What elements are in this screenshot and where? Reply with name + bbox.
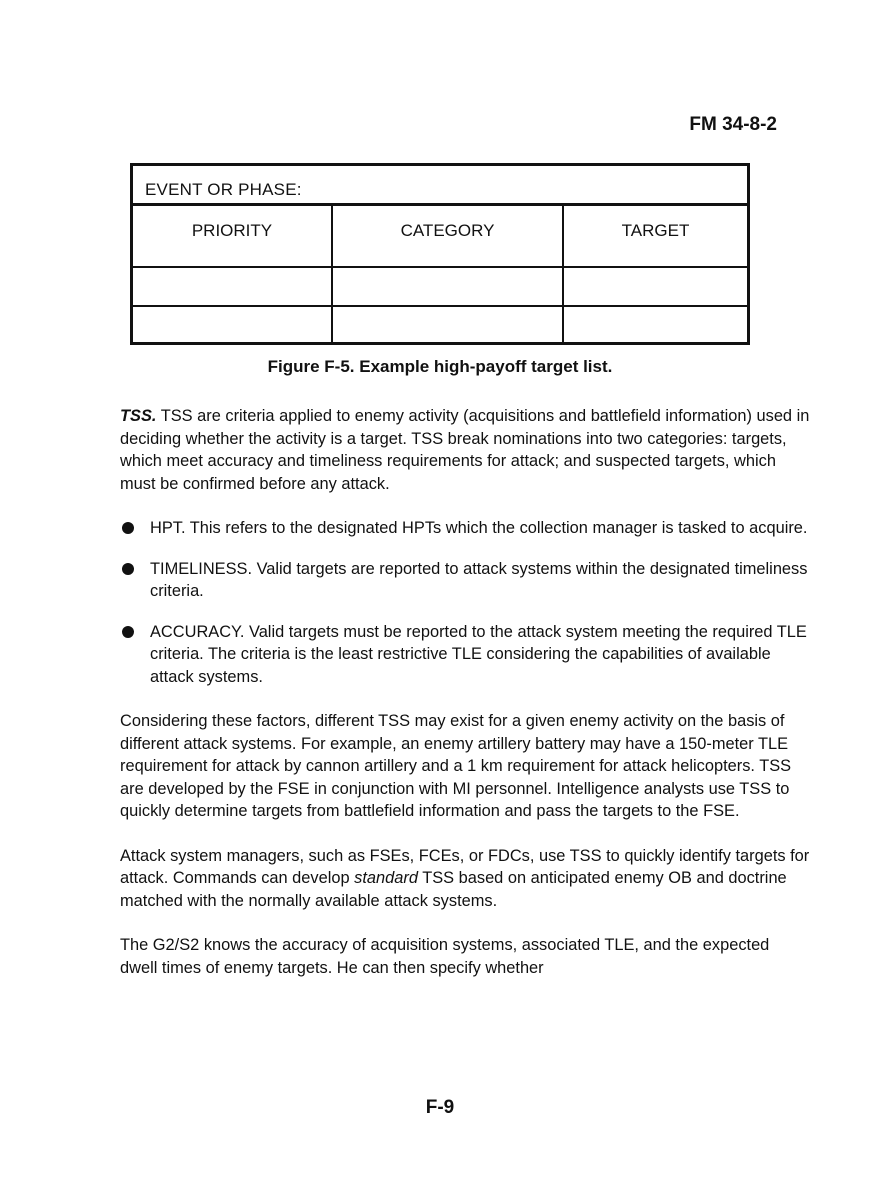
table-header-row	[133, 206, 747, 268]
table-cell	[133, 307, 333, 342]
table-cell	[333, 307, 564, 342]
bullet-text: TIMELINESS. Valid targets are reported to attack systems within the designated timeliness criteria.	[150, 559, 808, 600]
tss-paragraph	[120, 405, 810, 495]
factors-paragraph: Considering these factors, different TSS may exist for a given enemy activity on the basis of different attack systems. For example, an enemy artillery battery may have a 150-meter TLE requirement for attack by cannon artillery and a 1 km requirement for attack helicopters. TSS are developed by the FSE in conjunction with MI personnel. Intelligence analysts use TSS to quickly determine targets from battlefield information and pass the targets to the FSE.	[120, 712, 792, 820]
attack-paragraph-emphasis: standard	[354, 869, 418, 887]
g2-paragraph: The G2/S2 knows the accuracy of acquisition systems, associated TLE, and the expected dwell times of enemy targets. He can then specify whether	[120, 936, 770, 977]
criteria-bullet-list	[120, 517, 810, 688]
attack-paragraph-text-end: TSS based on anticipated enemy OB and doctrine matched with the normally available attack systems.	[120, 869, 787, 910]
table-row	[133, 307, 747, 342]
attack-managers-paragraph	[120, 845, 810, 913]
list-item	[120, 517, 810, 540]
target-column-header: TARGET	[621, 221, 690, 240]
table-cell	[564, 307, 747, 342]
high-payoff-target-table	[130, 163, 750, 345]
category-column-header: CATEGORY	[333, 206, 564, 266]
bullet-icon	[122, 522, 134, 534]
table-row	[133, 268, 747, 307]
event-or-phase-row: EVENT OR PHASE:	[133, 166, 747, 206]
list-item	[120, 621, 810, 689]
figure-caption: Figure F-5. Example high-payoff target list.	[267, 357, 613, 376]
body-content	[120, 405, 810, 1001]
document-id: FM 34-8-2	[689, 114, 777, 135]
bullet-text: HPT. This refers to the designated HPTs which the collection manager is tasked to acquire.	[150, 519, 808, 537]
attack-paragraph-text-start: Attack system managers, such as FSEs, FCEs, or FDCs, use TSS to quickly identify targets for attack. Commands can develop	[120, 846, 810, 887]
table-cell	[133, 268, 333, 305]
list-item	[120, 558, 810, 603]
page-number: F-9	[425, 1097, 455, 1118]
tss-lead-term: TSS.	[120, 407, 157, 425]
table-cell	[333, 268, 564, 305]
priority-column-header: PRIORITY	[133, 206, 333, 266]
tss-paragraph-text: TSS are criteria applied to enemy activity (acquisitions and battlefield information) used in deciding whether the activity is a target. TSS break nominations into two categories: targets, which meet accuracy and timeliness requirements for attack; and suspected targets, which must be confirmed before any attack.	[120, 407, 810, 493]
bullet-icon	[122, 563, 134, 575]
table-cell	[564, 268, 747, 305]
bullet-text: ACCURACY. Valid targets must be reported to the attack system meeting the required TLE criteria. The criteria is the least restrictive TLE considering the capabilities of available attack systems.	[150, 622, 807, 686]
bullet-icon	[122, 626, 134, 638]
